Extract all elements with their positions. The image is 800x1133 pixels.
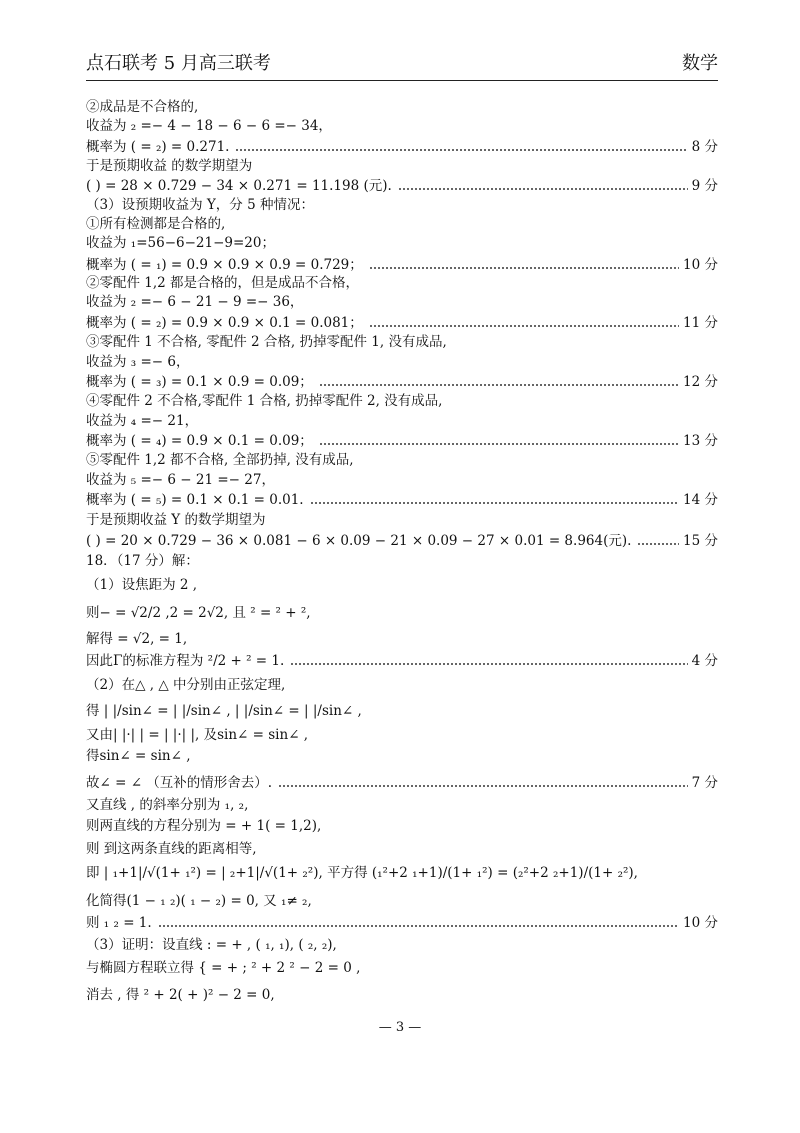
- line-text: 收益为 ₃ =− 6，: [86, 354, 190, 370]
- solution-line: [86, 602, 718, 624]
- line-text: ③零配件 1 不合格, 零配件 2 合格, 扔掉零配件 1, 没有成品,: [86, 334, 447, 350]
- solution-line: [86, 232, 718, 254]
- solution-line: [86, 724, 718, 746]
- line-text: ( ) = 20 × 0.729 − 36 × 0.081 − 6 × 0.09 − 21 × 0.09 − 27 × 0.01 = 8.964(元).: [86, 533, 632, 549]
- line-text: ①所有检测都是合格的,: [86, 216, 226, 232]
- line-text: 收益为 ₁=56−6−21−9=20；: [86, 235, 275, 251]
- line-text: 概率为 ( = ₂) = 0.271.: [86, 139, 230, 155]
- line-text: ②成品是不合格的,: [86, 99, 199, 115]
- line-text: 概率为 ( = ₅) = 0.1 × 0.1 = 0.01.: [86, 492, 304, 508]
- exam-title: 点石联考 5 月高三联考: [86, 53, 271, 74]
- solution-line: [86, 628, 718, 650]
- dot-leader: [637, 530, 679, 552]
- line-text: 解得 = √2, = 1,: [86, 631, 188, 647]
- score-mark: 9 分: [691, 178, 718, 194]
- line-text: 概率为 ( = ₃) = 0.1 × 0.9 = 0.09；: [86, 374, 313, 390]
- score-mark: 10 分: [683, 915, 718, 931]
- solution-line: [86, 984, 718, 1006]
- solution-line: [86, 390, 718, 412]
- score-mark: 15 分: [683, 533, 718, 549]
- solution-line: [86, 862, 718, 884]
- line-text: 与椭圆方程联立得 { = + ; ² + 2 ² − 2 = 0 ,: [86, 960, 361, 976]
- solution-line: [86, 331, 718, 353]
- solution-line: [86, 550, 718, 572]
- line-text: （1）设焦距为 2 ,: [86, 577, 198, 593]
- solution-line: [86, 650, 718, 672]
- line-text: （3）证明：设直线 : = + , ( ₁, ₁), ( ₂, ₂),: [86, 937, 337, 953]
- solution-line: [86, 912, 718, 934]
- line-text: 则− = √2/2 ,2 = 2√2, 且 ² = ² + ²,: [86, 605, 311, 621]
- line-text: （2）在△ , △ 中分别由正弦定理,: [86, 677, 286, 693]
- score-mark: 8 分: [691, 139, 718, 155]
- solution-line: [86, 469, 718, 491]
- solution-line: [86, 838, 718, 860]
- score-mark: 10 分: [683, 257, 718, 273]
- solution-line: [86, 794, 718, 816]
- line-text: 故∠ = ∠ （互补的情形舍去）.: [86, 775, 273, 791]
- line-text: 因此Γ的标准方程为 ²/2 + ² = 1.: [86, 653, 285, 669]
- line-text: 收益为 ₂ =− 4 − 18 − 6 − 6 =− 34，: [86, 118, 332, 134]
- line-text: 则 ₁ ₂ = 1.: [86, 915, 152, 931]
- solution-line: [86, 574, 718, 596]
- page-header: [86, 52, 718, 81]
- dot-leader: [290, 650, 688, 672]
- solution-line: [86, 957, 718, 979]
- dot-leader: [278, 772, 688, 794]
- line-text: 又直线 , 的斜率分别为 ₁, ₂,: [86, 797, 249, 813]
- solution-line: [86, 489, 718, 511]
- line-text: 收益为 ₅ =− 6 − 21 =− 27，: [86, 472, 275, 488]
- line-text: 收益为 ₄ =− 21，: [86, 413, 199, 429]
- solution-line: [86, 410, 718, 432]
- score-mark: 7 分: [691, 775, 718, 791]
- solution-line: [86, 155, 718, 177]
- solution-line: [86, 934, 718, 956]
- line-text: 得sin∠ = sin∠ ,: [86, 748, 191, 764]
- solution-line: [86, 291, 718, 313]
- solution-line: [86, 772, 718, 794]
- line-text: 得 | |/sin∠ = | |/sin∠ , | |/sin∠ = | |/sin∠ ,: [86, 703, 362, 719]
- line-text: 18．（17 分）解：: [86, 553, 199, 569]
- solution-line: [86, 890, 718, 912]
- score-mark: 4 分: [691, 653, 718, 669]
- line-text: 于是预期收益 的数学期望为: [86, 158, 253, 174]
- line-text: ②零配件 1,2 都是合格的，但是成品不合格，: [86, 275, 360, 291]
- line-text: 于是预期收益 Y 的数学期望为: [86, 512, 266, 528]
- line-text: 又由| |·| | = | |·| |, 及sin∠ = sin∠ ,: [86, 727, 309, 743]
- score-mark: 13 分: [683, 433, 718, 449]
- solution-line: [86, 674, 718, 696]
- score-mark: 11 分: [683, 315, 718, 331]
- score-mark: 12 分: [683, 374, 718, 390]
- line-text: 则两直线的方程分别为 = + 1( = 1,2),: [86, 818, 322, 834]
- line-text: 则 到这两条直线的距离相等,: [86, 841, 257, 857]
- dot-leader: [158, 912, 679, 934]
- solution-line: [86, 745, 718, 767]
- solution-line: [86, 351, 718, 373]
- line-text: 化简得(1 − ₁ ₂)( ₁ − ₂) = 0, 又 ₁≠ ₂,: [86, 893, 312, 909]
- solution-line: [86, 449, 718, 471]
- line-text: ④零配件 2 不合格,零配件 1 合格, 扔掉零配件 2, 没有成品,: [86, 393, 443, 409]
- line-text: ⑤零配件 1,2 都不合格, 全部扔掉, 没有成品,: [86, 452, 354, 468]
- line-text: 概率为 ( = ₂) = 0.9 × 0.9 × 0.1 = 0.081；: [86, 315, 363, 331]
- solution-line: [86, 530, 718, 552]
- line-text: 收益为 ₂ =− 6 − 21 − 9 =− 36，: [86, 294, 304, 310]
- page-number: — 3 —: [378, 1020, 422, 1035]
- line-text: （3）设预期收益为 Y，分 5 种情况：: [86, 197, 314, 213]
- line-text: 消去 , 得 ² + 2( + )² − 2 = 0,: [86, 987, 275, 1003]
- line-text: ( ) = 28 × 0.729 − 34 × 0.271 = 11.198 (元).: [86, 178, 392, 194]
- subject-label: 数学: [682, 53, 718, 74]
- solution-line: [86, 700, 718, 722]
- dot-leader: [310, 489, 679, 511]
- solution-line: [86, 115, 718, 137]
- line-text: 概率为 ( = ₁) = 0.9 × 0.9 × 0.9 = 0.729；: [86, 257, 363, 273]
- solution-line: [86, 509, 718, 531]
- solution-line: [86, 815, 718, 837]
- line-text: 即 | ₁+1|/√(1+ ₁²) = | ₂+1|/√(1+ ₂²), 平方得 (₁²+2 ₁+1)/(1+ ₁²) = (₂²+2 ₂+1)/(1+ ₂²),: [86, 865, 638, 881]
- score-mark: 14 分: [683, 492, 718, 508]
- line-text: 概率为 ( = ₄) = 0.9 × 0.1 = 0.09；: [86, 433, 313, 449]
